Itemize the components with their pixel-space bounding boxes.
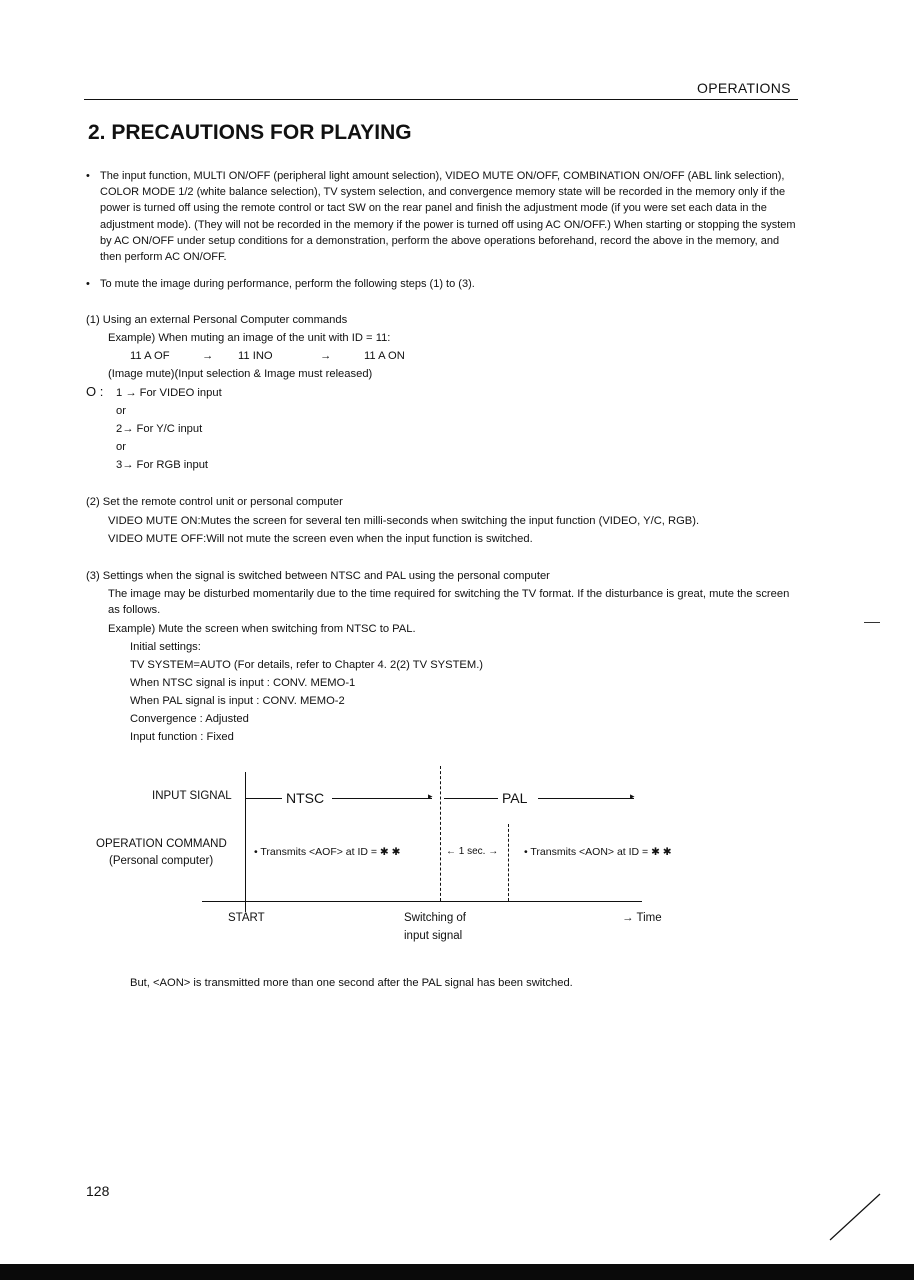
bullet-text: To mute the image during performance, perform the following steps (1) to (3).	[100, 278, 475, 290]
step1-option-yc: 2→ For Y/C input	[116, 423, 203, 435]
scan-bottom-bar	[0, 1264, 914, 1280]
diagram-one-second: ← 1 sec. →	[446, 846, 499, 857]
step3-paragraph: The image may be disturbed momentarily due to the time required for switching the TV format. If the disturbance is great, mute the screen as follows.	[108, 588, 790, 616]
step3-ntsc-memo: When NTSC signal is input : CONV. MEMO-1	[130, 677, 356, 689]
step3-initial-settings: Initial settings:	[130, 641, 201, 653]
diagram-input-signal-label: INPUT SIGNAL	[152, 790, 232, 802]
diagram-ntsc-label: NTSC	[286, 790, 325, 806]
diagram-start-label: START	[228, 912, 265, 924]
diagram-ntsc-line	[332, 798, 432, 799]
step1-note: (Image mute)(Input selection & Image must released)	[108, 368, 373, 380]
bullet-dot: •	[86, 278, 90, 290]
diagram-personal-computer-label: (Personal computer)	[109, 855, 214, 867]
section-label: OPERATIONS	[697, 80, 791, 96]
diagram-pal-label: PAL	[502, 790, 528, 806]
step1-arrow: →	[320, 350, 332, 362]
step1-option-rgb: 3→ For RGB input	[116, 459, 209, 471]
corner-slash-mark	[828, 1192, 882, 1242]
bullet-dot: •	[86, 170, 90, 182]
step1-cmd-aon: 11 A ON	[364, 350, 405, 362]
step3-example: Example) Mute the screen when switching from NTSC to PAL.	[108, 623, 416, 635]
page-number: 128	[86, 1183, 110, 1199]
step2-mute-off: VIDEO MUTE OFF:Will not mute the screen even when the input function is switched.	[108, 533, 533, 545]
diagram-transmit-aon: • Transmits <AON> at ID = ✱ ✱	[524, 846, 672, 858]
diagram-ntsc-line	[246, 798, 282, 799]
diagram-pal-line	[538, 798, 634, 799]
step2-heading: (2) Set the remote control unit or personal computer	[86, 496, 343, 508]
diagram-transmit-aof: • Transmits <AOF> at ID = ✱ ✱	[254, 846, 401, 858]
footnote: But, <AON> is transmitted more than one second after the PAL signal has been switched.	[130, 977, 573, 989]
step1-example: Example) When muting an image of the unit with ID = 11:	[108, 332, 391, 344]
diagram-switch-marker	[440, 766, 442, 901]
header-rule	[84, 99, 798, 100]
step1-cmd-aof: 11 A OF	[130, 350, 170, 362]
diagram-one-second-marker	[508, 824, 510, 901]
edge-mark	[864, 622, 880, 623]
step3-pal-memo: When PAL signal is input : CONV. MEMO-2	[130, 695, 345, 707]
step3-convergence: Convergence : Adjusted	[130, 713, 249, 725]
step1-option-video: 1 → For VIDEO input	[116, 387, 222, 399]
diagram-arrowhead: ▸	[630, 791, 635, 801]
diagram-start-axis	[245, 772, 246, 912]
diagram-time-label: → Time	[622, 912, 662, 924]
page-title: 2. PRECAUTIONS FOR PLAYING	[88, 121, 412, 144]
diagram-input-signal-caption: input signal	[404, 930, 463, 942]
step2-mute-on: VIDEO MUTE ON:Mutes the screen for several ten milli-seconds when switching the input function (VIDEO, Y/C, RGB).	[108, 515, 700, 527]
diagram-switching-label: Switching of	[404, 912, 467, 924]
step1-or: or	[116, 405, 126, 417]
diagram-arrowhead: ▸	[428, 791, 433, 801]
step3-tv-system: TV SYSTEM=AUTO (For details, refer to Chapter 4. 2(2) TV SYSTEM.)	[130, 659, 484, 671]
step1-heading: (1) Using an external Personal Computer commands	[86, 314, 348, 326]
step3-heading: (3) Settings when the signal is switched between NTSC and PAL using the personal computer	[86, 570, 550, 582]
diagram-operation-command-label: OPERATION COMMAND	[96, 838, 227, 850]
step3-input-function: Input function : Fixed	[130, 731, 234, 743]
step1-or: or	[116, 441, 126, 453]
diagram-time-axis	[202, 901, 642, 902]
step1-legend-symbol: O :	[86, 384, 104, 399]
step1-arrow: →	[202, 350, 214, 362]
bullet-text: The input function, MULTI ON/OFF (peripheral light amount selection), VIDEO MUTE ON/OFF, COMBINATION ON/OFF (ABL link selection), COLOR MODE 1/2 (white balance selection), TV system selection, and convergence memory state will be recorded in the memory only if the power is turned off using the remote control or tact SW on the rear panel and finish the adjustment mode (if you were set each data in the adjustment mode). (They will not be recorded in the memory if the power is turned off using AC ON/OFF.) When starting or stopping the system by AC ON/OFF under setup conditions for a demonstration, perform the above operations beforehand, record the above in the memory, and then perform AC ON/OFF.	[100, 170, 796, 264]
step1-cmd-ino: 11 INO	[238, 350, 273, 362]
diagram-pal-line	[444, 798, 498, 799]
